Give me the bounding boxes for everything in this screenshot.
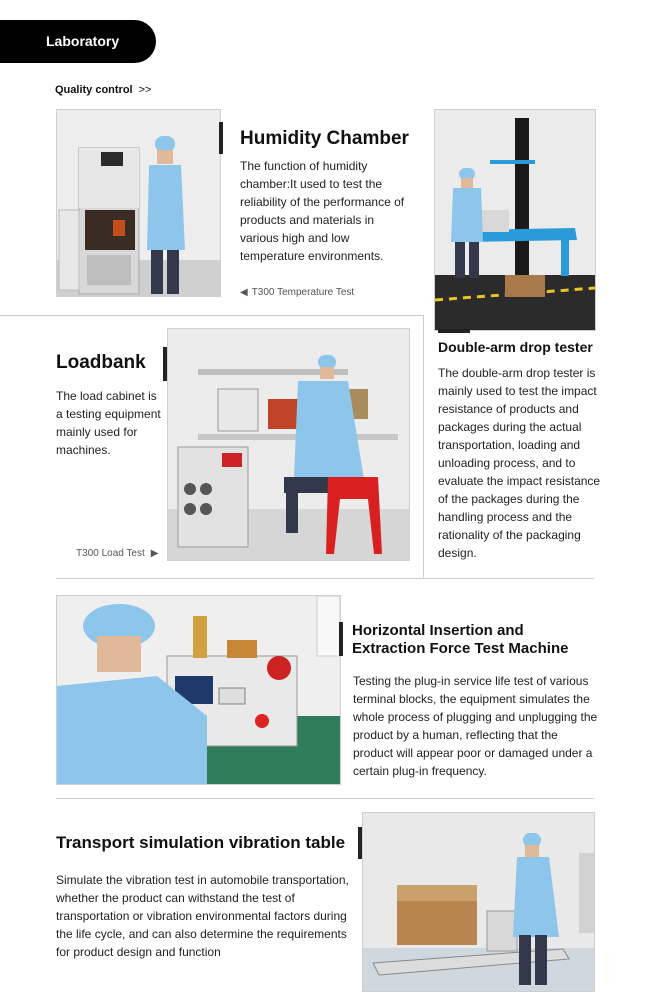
humidity-chamber-photo bbox=[56, 109, 221, 297]
drop-description: The double-arm drop tester is mainly used to test the impact resistance of products and packages during the actual transportation, loading and unloading process, and to evaluate the impact resistance of the packages during the handling process and the rationality of the packaging design. bbox=[438, 366, 601, 560]
loadbank-caption-text: T300 Load Test bbox=[76, 548, 145, 559]
insertion-description: Testing the plug-in service life test of various terminal blocks, the equipment simulates the whole process of plugging and unplugging the product by a human, reflecting that the product will appear poor or damaged under a certain plug-in frequency. bbox=[353, 674, 598, 778]
humidity-description: The function of humidity chamber:It used to test the reliability of the performance of products and materials in various high and low temperature environments. bbox=[240, 159, 405, 263]
laboratory-tab[interactable]: Laboratory bbox=[0, 20, 156, 63]
loadbank-photo bbox=[167, 328, 410, 561]
loadbank-caption bbox=[76, 548, 158, 559]
vibration-table-photo bbox=[362, 812, 595, 992]
divider-1 bbox=[0, 315, 424, 316]
drop-tester-photo bbox=[434, 109, 596, 331]
divider-2 bbox=[56, 578, 594, 579]
insertion-machine-photo bbox=[56, 595, 341, 785]
humidity-caption bbox=[240, 287, 354, 298]
divider-3 bbox=[56, 798, 594, 799]
insertion-title-bar bbox=[339, 622, 343, 656]
drop-title: Double-arm drop tester bbox=[438, 339, 593, 355]
loadbank-description: The load cabinet is a testing equipment mainly used for machines. bbox=[56, 389, 161, 457]
humidity-caption-text: T300 Temperature Test bbox=[251, 287, 355, 298]
triangle-right-icon: ▶ bbox=[150, 548, 159, 559]
divider-vertical bbox=[423, 316, 424, 578]
loadbank-title: Loadbank bbox=[56, 352, 146, 373]
breadcrumb-label[interactable]: Quality control bbox=[55, 84, 133, 96]
breadcrumb-arrows: >> bbox=[138, 84, 152, 96]
vibration-title: Transport simulation vibration table bbox=[56, 833, 346, 852]
insertion-title: Horizontal Insertion and Extraction Force Test Machine bbox=[352, 622, 569, 657]
vibration-description: Simulate the vibration test in automobile transportation, whether the product can withstand the test of transportation or vibration environmental factors during the life cycle, and can also determine the requirements for product design and function bbox=[56, 873, 349, 959]
triangle-left-icon: ◀ bbox=[240, 287, 248, 298]
breadcrumb bbox=[55, 84, 151, 96]
drop-title-bar bbox=[438, 329, 470, 333]
humidity-title-bar bbox=[219, 122, 223, 154]
humidity-title: Humidity Chamber bbox=[240, 128, 409, 149]
